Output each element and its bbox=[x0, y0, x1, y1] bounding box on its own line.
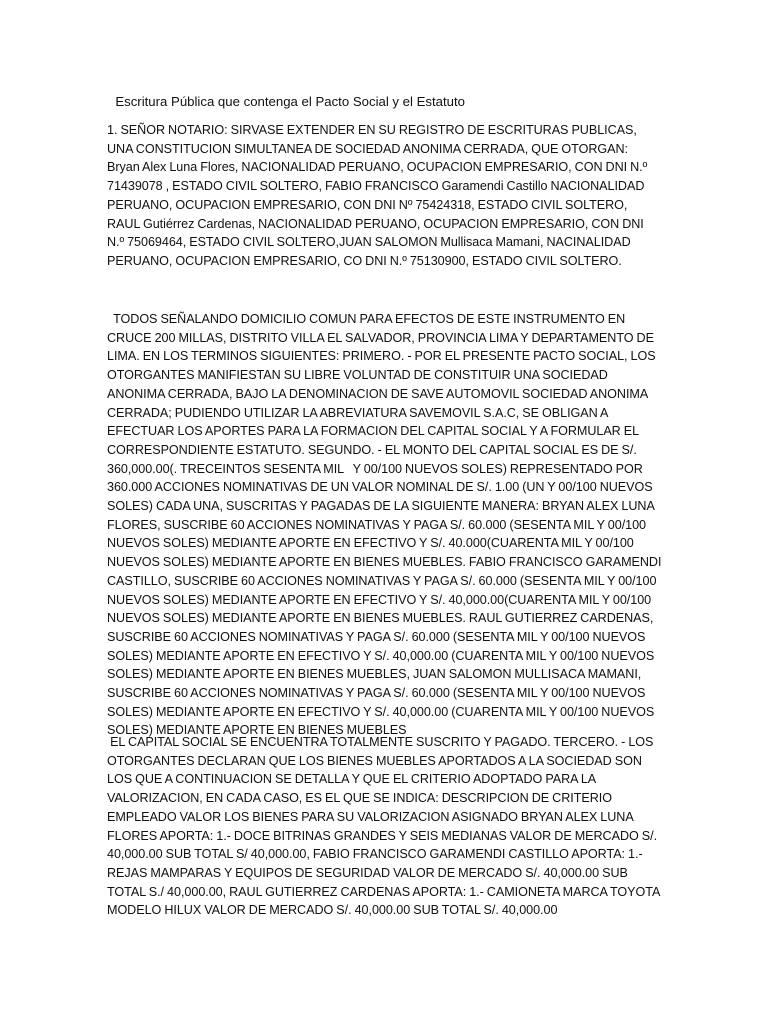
document-title: Escritura Pública que contenga el Pacto Social y el Estatuto bbox=[108, 94, 465, 109]
paragraph-bienes-muebles: EL CAPITAL SOCIAL SE ENCUENTRA TOTALMENTE SUSCRITO Y PAGADO. TERCERO. - LOS OTORGANTES DECLARAN QUE LOS BIENES MUEBLES APORTADOS A LA SOCIEDAD SON LOS QUE A CONTINUACION SE DETALLA Y QUE EL CRITERIO ADOPTADO PARA LA VALORIZACION, EN CADA CASO, ES EL QUE SE INDICA: DESCRIPCION DE CRITERIO EMPLEADO VALOR LOS BIENES PARA SU VALORIZACION ASIGNADO BRYAN ALEX LUNA FLORES APORTA: 1.- DOCE BITRINAS GRANDES Y SEIS MEDIANAS VALOR DE MERCADO S/. 40,000.00 SUB TOTAL S/ 40,000.00, FABIO FRANCISCO GARAMENDI CASTILLO APORTA: 1.-REJAS MAMPARAS Y EQUIPOS DE SEGURIDAD VALOR DE MERCADO S/. 40,000.00 SUB TOTAL S./ 40,000.00, RAUL GUTIERREZ CARDENAS APORTA: 1.- CAMIONETA MARCA TOYOTA MODELO HILUX VALOR DE MERCADO S/. 40,000.00 SUB TOTAL S/. 40,000.00 bbox=[107, 735, 663, 918]
paragraph-otorgantes: 1. SEÑOR NOTARIO: SIRVASE EXTENDER EN SU REGISTRO DE ESCRITURAS PUBLICAS, UNA CONSTITUCION SIMULTANEA DE SOCIEDAD ANONIMA CERRADA, QUE OTORGAN: Bryan Alex Luna Flores, NACIONALIDAD PERUANO, OCUPACION EMPRESARIO, CON DNI N.º 71439078 , ESTADO CIVIL SOLTERO, FABIO FRANCISCO Garamendi Castillo NACIONALIDAD PERUANO, OCUPACION EMPRESARIO, CON DNI Nº 75424318, ESTADO CIVIL SOLTERO, RAUL Gutiérrez Cardenas, NACIONALIDAD PERUANO, OCUPACION EMPRESARIO, CON DNI N.º 75069464, ESTADO CIVIL SOLTERO,JUAN SALOMON Mullisaca Mamani, NACINALIDAD PERUANO, OCUPACION EMPRESARIO, CO DNI N.º 75130900, ESTADO CIVIL SOLTERO. bbox=[107, 123, 651, 268]
paragraph-domicilio-capital: TODOS SEÑALANDO DOMICILIO COMUN PARA EFECTOS DE ESTE INSTRUMENTO EN CRUCE 200 MILLAS, DISTRITO VILLA EL SALVADOR, PROVINCIA LIMA Y DEPARTAMENTO DE LIMA. EN LOS TERMINOS SIGUIENTES: PRIMERO. - POR EL PRESENTE PACTO SOCIAL, LOS OTORGANTES MANIFIESTAN SU LIBRE VOLUNTAD DE CONSTITUIR UNA SOCIEDAD ANONIMA CERRADA, BAJO LA DENOMINACION DE SAVE AUTOMOVIL SOCIEDAD ANONIMA CERRADA; PUDIENDO UTILIZAR LA ABREVIATURA SAVEMOVIL S.A.C, SE OBLIGAN A EFECTUAR LOS APORTES PARA LA FORMACION DEL CAPITAL SOCIAL Y A FORMULAR EL CORRESPONDIENTE ESTATUTO. SEGUNDO. - EL MONTO DEL CAPITAL SOCIAL ES DE S/. 360,000.00(. TRECEINTOS SESENTA MIL Y 00/100 NUEVOS SOLES) REPRESENTADO POR 360.000 ACCIONES NOMINATIVAS DE UN VALOR NOMINAL DE S/. 1.00 (UN Y 00/100 NUEVOS SOLES) CADA UNA, SUSCRITAS Y PAGADAS DE LA SIGUIENTE MANERA: BRYAN ALEX LUNA FLORES, SUSCRIBE 60 ACCIONES NOMINATIVAS Y PAGA S/. 60.000 (SESENTA MIL Y 00/100 NUEVOS SOLES) MEDIANTE APORTE EN EFECTIVO Y S/. 40.000(CUARENTA MIL Y 00/100 NUEVOS SOLES) MEDIANTE APORTE EN BIENES MUEBLES. FABIO FRANCISCO GARAMENDI CASTILLO, SUSCRIBE 60 ACCIONES NOMINATIVAS Y PAGA S/. 60.000 (SESENTA MIL Y 00/100 NUEVOS SOLES) MEDIANTE APORTE EN EFECTIVO Y S/. 40,000.00(CUARENTA MIL Y 00/100 NUEVOS SOLES) MEDIANTE APORTE EN BIENES MUEBLES. RAUL GUTIERREZ CARDENAS, SUSCRIBE 60 ACCIONES NOMINATIVAS Y PAGA S/. 60.000 (SESENTA MIL Y 00/100 NUEVOS SOLES) MEDIANTE APORTE EN EFECTIVO Y S/. 40,000.00 (CUARENTA MIL Y 00/100 NUEVOS SOLES) MEDIANTE APORTE EN BIENES MUEBLES, JUAN SALOMON MULLISACA MAMANI, SUSCRIBE 60 ACCIONES NOMINATIVAS Y PAGA S/. 60.000 (SESENTA MIL Y 00/100 NUEVOS SOLES) MEDIANTE APORTE EN EFECTIVO Y S/. 40,000.00 (CUARENTA MIL Y 00/100 NUEVOS SOLES) MEDIANTE APORTE EN BIENES MUEBLES bbox=[107, 312, 665, 738]
